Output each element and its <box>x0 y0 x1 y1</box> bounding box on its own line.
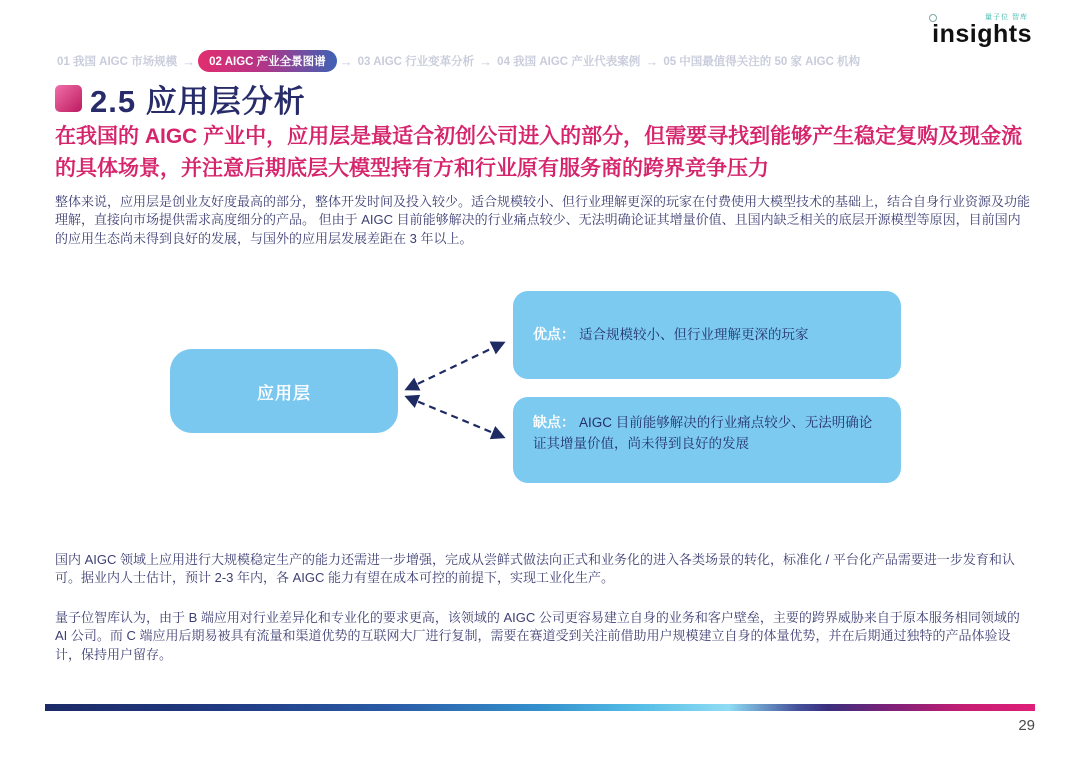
paragraph-outlook: 国内 AIGC 领域上应用进行大规模稳定生产的能力还需进一步增强，完成从尝鲜式做法向正式和业务化的进入各类场景的转化，标准化 / 平台化产品需要进一步发育和认可。据业内人士估计，预计 2-3 年内，各 AIGC 能力有望在成本可控的前提下，实现工业化生产。 <box>55 552 1015 586</box>
cons-text: AIGC 目前能够解决的行业痛点较少、无法明确论证其增量价值，尚未得到良好的发展 <box>533 415 873 451</box>
paragraph-opinion: 量子位智库认为，由于 B 端应用对行业差异化和专业化的要求更高，该领域的 AIGC 公司更容易建立自身的业务和客户壁垒，主要的跨界威胁来自于原本服务相同领域的 AI 公司。而 C 端应用后期易被具有流量和渠道优势的互联网大厂进行复制，需要在赛道受到关注前借助用户规模建立自身的体量优势，并在后期通过独特的产品体验设计，保持用户留存。 <box>55 610 1020 662</box>
cons-label: 缺点： <box>533 414 575 430</box>
application-layer-diagram <box>55 285 1025 495</box>
nav-item-top50[interactable]: 05 中国最值得关注的 50 家 AIGC 机构 <box>663 56 861 68</box>
title-accent-square <box>55 85 82 112</box>
pros-label: 优点： <box>533 326 575 343</box>
nav-item-market-size[interactable]: 01 我国 AIGC 市场规模 <box>57 56 178 68</box>
logo-tagline: 量子位 智库 <box>985 14 1028 21</box>
page-title: 2.5 应用层分析 <box>90 84 306 119</box>
footer-gradient-bar <box>45 704 1035 711</box>
arrow-right-icon: → <box>645 53 659 69</box>
nav-item-representative-cases[interactable]: 04 我国 AIGC 产业代表案例 <box>497 56 641 68</box>
arrow-right-icon: → <box>182 53 196 69</box>
logo <box>932 12 1032 47</box>
page-number: 29 <box>1018 717 1035 734</box>
pros-box <box>513 291 901 379</box>
breadcrumb <box>55 50 862 72</box>
cons-box <box>513 397 901 483</box>
arrow-right-icon: → <box>339 53 353 69</box>
nav-item-industry-map-active[interactable]: 02 AIGC 产业全景图谱 <box>198 50 337 72</box>
section-title-row <box>55 76 306 121</box>
paragraph-overview: 整体来说，应用层是创业友好度最高的部分，整体开发时间及投入较少。适合规模较小、但行业理解更深的玩家在付费使用大模型技术的基础上，结合自身行业资源及功能理解，直接向市场提供需求高度细分的产品。 但由于 AIGC 目前能够解决的行业痛点较少、无法明确论证其增量价值、且国内缺乏相关的底层开源模型等原因，目前国内的应用生态尚未得到良好的发展，与国外的应用层发展差距在 3 年以上。 <box>55 194 1031 246</box>
arrow-right-icon: → <box>479 53 493 69</box>
insights-logo: insights <box>932 22 1032 47</box>
pros-text: 适合规模较小、但行业理解更深的玩家 <box>579 327 809 343</box>
application-layer-box: 应用层 <box>170 349 398 433</box>
key-highlight-statement: 在我国的 AIGC 产业中，应用层是最适合初创公司进入的部分，但需要寻找到能够产生稳定复购及现金流的具体场景，并注意后期底层大模型持有方和行业原有服务商的跨界竞争压力 <box>55 125 1023 181</box>
nav-item-industry-change[interactable]: 03 AIGC 行业变革分析 <box>357 56 475 68</box>
